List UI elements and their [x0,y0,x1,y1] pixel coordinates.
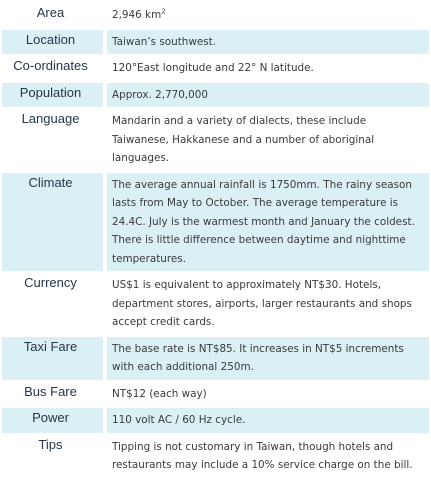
row-label-bus-fare: Bus Fare [24,383,77,399]
row-label-tips: Tips [38,436,63,452]
row-label-language: Language [21,111,80,126]
row-value-coordinates: 120°East longitude and 22° N latitude. [112,62,314,74]
table-row [2,435,429,478]
table-row [2,30,429,55]
table-row [2,56,429,81]
row-label-power: Power [2,408,103,433]
row-value-location: Taiwan’s southwest. [107,30,429,55]
table-row [2,337,429,380]
row-value-climate: The average annual rainfall is 1750mm. The rainy season lasts from May to October. The average temperature is 24.4C. July is the warmest month and January the coldest. There is little difference between daytime and nighttime temperatures. [107,173,429,272]
row-label-taxi-fare: Taxi Fare [2,337,103,380]
row-value-population: Approx. 2,770,000 [107,83,429,108]
row-value-power: 110 volt AC / 60 Hz cycle. [107,408,429,433]
row-value-language: Mandarin and a variety of dialects, these include Taiwanese, Hakkanese and a number of aboriginal languages. [112,115,375,164]
table-row [2,382,429,407]
table-row [2,109,429,171]
table-row [2,273,429,335]
row-label-population: Population [2,83,103,108]
row-value-currency: US$1 is equivalent to approximately NT$30. Hotels, department stores, airports, larger restaurants and shops accept credit cards. [112,279,412,328]
table-row [2,408,429,433]
row-value-bus-fare: NT$12 (each way) [112,387,207,400]
info-table [2,1,429,480]
row-label-climate: Climate [2,173,103,272]
row-value-area: 2,946 $km^2$ [112,7,166,21]
table-row [2,173,429,272]
row-label-area: Area [36,5,65,20]
table-row [2,3,429,28]
table-row [2,83,429,108]
row-label-location: Location [2,30,103,55]
row-value-taxi-fare: The base rate is NT$85. It increases in NT$5 increments with each additional 250m. [107,337,429,380]
row-label-currency: Currency [24,275,77,290]
row-label-coordinates: Co-ordinates [13,58,88,73]
row-value-tips: Tipping is not customary in Taiwan, though hotels and restaurants may include a 10% service charge on the bill. [112,440,413,471]
